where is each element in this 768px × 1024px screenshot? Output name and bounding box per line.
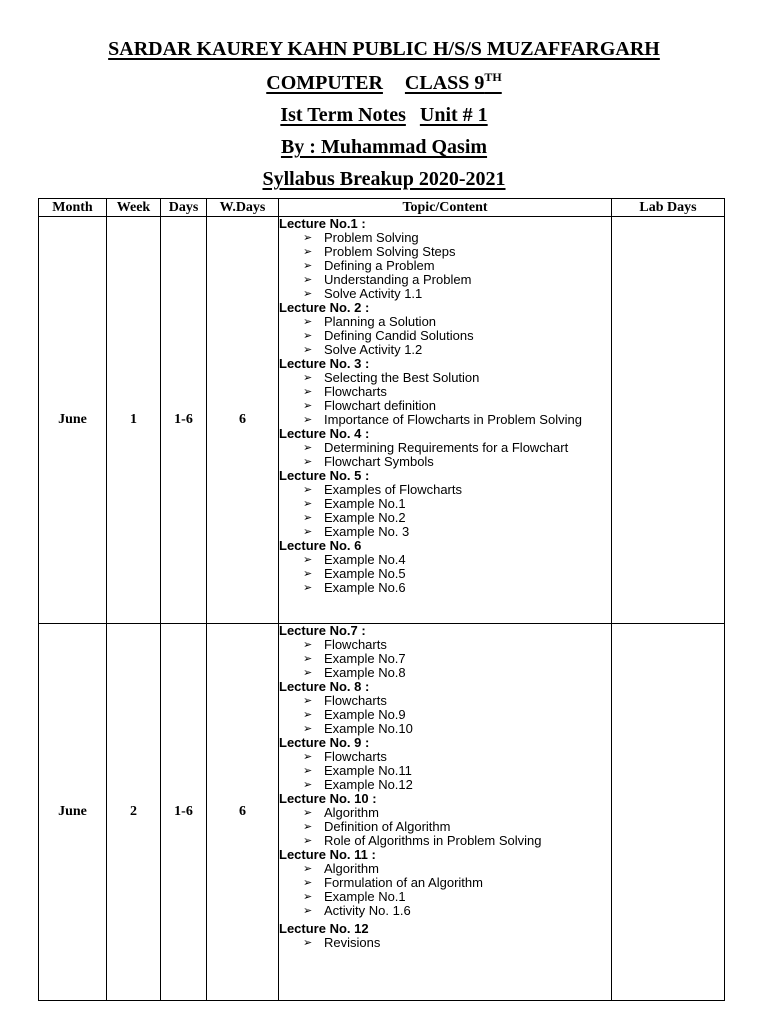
table-header-row <box>39 199 725 217</box>
class-superscript: TH <box>484 70 502 84</box>
list-item-text: Defining a Problem <box>324 258 435 273</box>
list-item <box>279 666 611 680</box>
arrowhead-bullet-icon: ➢ <box>303 807 313 819</box>
arrowhead-bullet-icon: ➢ <box>303 568 313 580</box>
list-item-text: Algorithm <box>324 805 379 820</box>
list-item <box>279 834 611 848</box>
month-cell: June <box>39 624 107 1001</box>
list-item <box>279 778 611 792</box>
list-item-text: Example No.4 <box>324 552 406 567</box>
arrowhead-bullet-icon: ➢ <box>303 316 313 328</box>
list-item <box>279 694 611 708</box>
lecture-title: Lecture No. 11 : <box>279 847 376 862</box>
list-item-text: Example No.6 <box>324 580 406 595</box>
arrowhead-bullet-icon: ➢ <box>303 695 313 707</box>
list-item <box>279 231 611 245</box>
list-item-text: Flowchart definition <box>324 398 436 413</box>
lecture-title: Lecture No. 8 : <box>279 679 370 694</box>
list-item <box>279 371 611 385</box>
arrowhead-bullet-icon: ➢ <box>303 456 313 468</box>
list-item-text: Example No. 3 <box>324 524 410 539</box>
syllabus-table <box>38 198 725 1001</box>
list-item-text: Solve Activity 1.2 <box>324 342 423 357</box>
list-item-text: Importance of Flowcharts in Problem Solving <box>324 412 582 427</box>
list-item <box>279 652 611 666</box>
arrowhead-bullet-icon: ➢ <box>303 779 313 791</box>
lecture-title: Lecture No. 4 : <box>279 426 370 441</box>
term-label: Ist Term Notes <box>280 104 406 126</box>
arrowhead-bullet-icon: ➢ <box>303 512 313 524</box>
list-item <box>279 890 611 904</box>
list-item-text: Algorithm <box>324 861 379 876</box>
list-item <box>279 553 611 567</box>
list-item <box>279 385 611 399</box>
arrowhead-bullet-icon: ➢ <box>303 274 313 286</box>
list-item <box>279 287 611 301</box>
arrowhead-bullet-icon: ➢ <box>303 484 313 496</box>
list-item <box>279 904 611 918</box>
list-item-text: Activity No. 1.6 <box>324 903 411 918</box>
column-header-days: Days <box>161 199 207 217</box>
week-cell: 1 <box>107 217 161 624</box>
arrowhead-bullet-icon: ➢ <box>303 246 313 258</box>
lecture-title: Lecture No. 3 : <box>279 356 370 371</box>
week-cell: 2 <box>107 624 161 1001</box>
list-item <box>279 259 611 273</box>
list-item-text: Understanding a Problem <box>324 272 472 287</box>
list-item-text: Solve Activity 1.1 <box>324 286 423 301</box>
list-item-text: Example No.8 <box>324 665 406 680</box>
list-item-text: Planning a Solution <box>324 314 437 329</box>
unit-label: Unit # 1 <box>419 104 488 126</box>
list-item <box>279 315 611 329</box>
arrowhead-bullet-icon: ➢ <box>303 905 313 917</box>
lecture-title: Lecture No. 6 <box>279 538 362 553</box>
school-title: SARDAR KAUREY KAHN PUBLIC H/S/S MUZAFFARGARH <box>108 38 660 60</box>
topic-cell <box>279 217 612 624</box>
list-item-text: Formulation of an Algorithm <box>324 875 483 890</box>
lecture-title: Lecture No.1 : <box>279 216 366 231</box>
list-item <box>279 399 611 413</box>
list-item <box>279 273 611 287</box>
arrowhead-bullet-icon: ➢ <box>303 414 313 426</box>
list-item-text: Example No.11 <box>324 763 412 778</box>
list-item-text: Selecting the Best Solution <box>324 370 480 385</box>
arrowhead-bullet-icon: ➢ <box>303 877 313 889</box>
list-item <box>279 343 611 357</box>
list-item-text: Examples of Flowcharts <box>324 482 462 497</box>
table-row <box>39 624 725 1001</box>
topic-cell <box>279 624 612 1001</box>
arrowhead-bullet-icon: ➢ <box>303 442 313 454</box>
table-row <box>39 217 725 624</box>
list-item <box>279 876 611 890</box>
list-item-text: Example No.7 <box>324 651 406 666</box>
list-item-text: Determining Requirements for a Flowchart <box>324 440 569 455</box>
arrowhead-bullet-icon: ➢ <box>303 937 313 949</box>
list-item <box>279 413 611 427</box>
list-item-text: Flowcharts <box>324 384 387 399</box>
arrowhead-bullet-icon: ➢ <box>303 372 313 384</box>
class-label: CLASS 9 <box>404 72 485 94</box>
list-item-text: Flowchart Symbols <box>324 454 434 469</box>
lecture-title: Lecture No. 5 : <box>279 468 370 483</box>
list-item <box>279 581 611 595</box>
arrowhead-bullet-icon: ➢ <box>303 386 313 398</box>
month-cell: June <box>39 217 107 624</box>
column-header-week: Week <box>107 199 161 217</box>
days-cell: 1-6 <box>161 217 207 624</box>
list-item-text: Flowcharts <box>324 749 387 764</box>
list-item <box>279 441 611 455</box>
subject-label: COMPUTER <box>266 72 383 94</box>
arrowhead-bullet-icon: ➢ <box>303 498 313 510</box>
list-item <box>279 329 611 343</box>
arrowhead-bullet-icon: ➢ <box>303 821 313 833</box>
arrowhead-bullet-icon: ➢ <box>303 260 313 272</box>
arrowhead-bullet-icon: ➢ <box>303 863 313 875</box>
list-item-text: Example No.12 <box>324 777 413 792</box>
list-item-text: Example No.1 <box>324 496 406 511</box>
list-item-text: Example No.9 <box>324 707 406 722</box>
lecture-title: Lecture No.7 : <box>279 623 366 638</box>
column-header-topic: Topic/Content <box>279 199 612 217</box>
arrowhead-bullet-icon: ➢ <box>303 344 313 356</box>
arrowhead-bullet-icon: ➢ <box>303 288 313 300</box>
arrowhead-bullet-icon: ➢ <box>303 835 313 847</box>
list-item <box>279 708 611 722</box>
list-item-text: Revisions <box>324 935 381 950</box>
lecture-title: Lecture No. 2 : <box>279 300 370 315</box>
list-item <box>279 750 611 764</box>
list-item <box>279 638 611 652</box>
wdays-cell: 6 <box>207 624 279 1001</box>
arrowhead-bullet-icon: ➢ <box>303 667 313 679</box>
arrowhead-bullet-icon: ➢ <box>303 330 313 342</box>
list-item-text: Example No.1 <box>324 889 406 904</box>
list-item <box>279 511 611 525</box>
list-item-text: Problem Solving Steps <box>324 244 456 259</box>
lab-days-cell <box>612 624 725 1001</box>
breakup-title: Syllabus Breakup 2020-2021 <box>262 168 506 190</box>
lecture-title: Lecture No. 12 <box>279 921 369 936</box>
list-item-text: Defining Candid Solutions <box>324 328 474 343</box>
arrowhead-bullet-icon: ➢ <box>303 723 313 735</box>
arrowhead-bullet-icon: ➢ <box>303 639 313 651</box>
list-item <box>279 455 611 469</box>
lecture-title: Lecture No. 10 : <box>279 791 377 806</box>
arrowhead-bullet-icon: ➢ <box>303 400 313 412</box>
author-line: By : Muhammad Qasim <box>280 136 488 158</box>
list-item-text: Role of Algorithms in Problem Solving <box>324 833 542 848</box>
list-item <box>279 567 611 581</box>
list-item <box>279 936 611 950</box>
list-item <box>279 862 611 876</box>
list-item <box>279 722 611 736</box>
term-title <box>0 104 768 126</box>
list-item-text: Example No.2 <box>324 510 406 525</box>
arrowhead-bullet-icon: ➢ <box>303 554 313 566</box>
list-item <box>279 764 611 778</box>
list-item-text: Example No.10 <box>324 721 413 736</box>
arrowhead-bullet-icon: ➢ <box>303 709 313 721</box>
list-item <box>279 806 611 820</box>
column-header-lab-days: Lab Days <box>612 199 725 217</box>
days-cell: 1-6 <box>161 624 207 1001</box>
list-item <box>279 497 611 511</box>
lab-days-cell <box>612 217 725 624</box>
arrowhead-bullet-icon: ➢ <box>303 891 313 903</box>
wdays-cell: 6 <box>207 217 279 624</box>
arrowhead-bullet-icon: ➢ <box>303 526 313 538</box>
column-header-month: Month <box>39 199 107 217</box>
list-item-text: Example No.5 <box>324 566 406 581</box>
arrowhead-bullet-icon: ➢ <box>303 751 313 763</box>
arrowhead-bullet-icon: ➢ <box>303 765 313 777</box>
arrowhead-bullet-icon: ➢ <box>303 653 313 665</box>
arrowhead-bullet-icon: ➢ <box>303 582 313 594</box>
arrowhead-bullet-icon: ➢ <box>303 232 313 244</box>
lecture-title: Lecture No. 9 : <box>279 735 370 750</box>
list-item <box>279 525 611 539</box>
list-item <box>279 820 611 834</box>
column-header-wdays: W.Days <box>207 199 279 217</box>
list-item <box>279 245 611 259</box>
list-item-text: Flowcharts <box>324 637 387 652</box>
class-title <box>0 72 768 94</box>
list-item <box>279 483 611 497</box>
list-item-text: Flowcharts <box>324 693 387 708</box>
list-item-text: Problem Solving <box>324 230 419 245</box>
list-item-text: Definition of Algorithm <box>324 819 451 834</box>
